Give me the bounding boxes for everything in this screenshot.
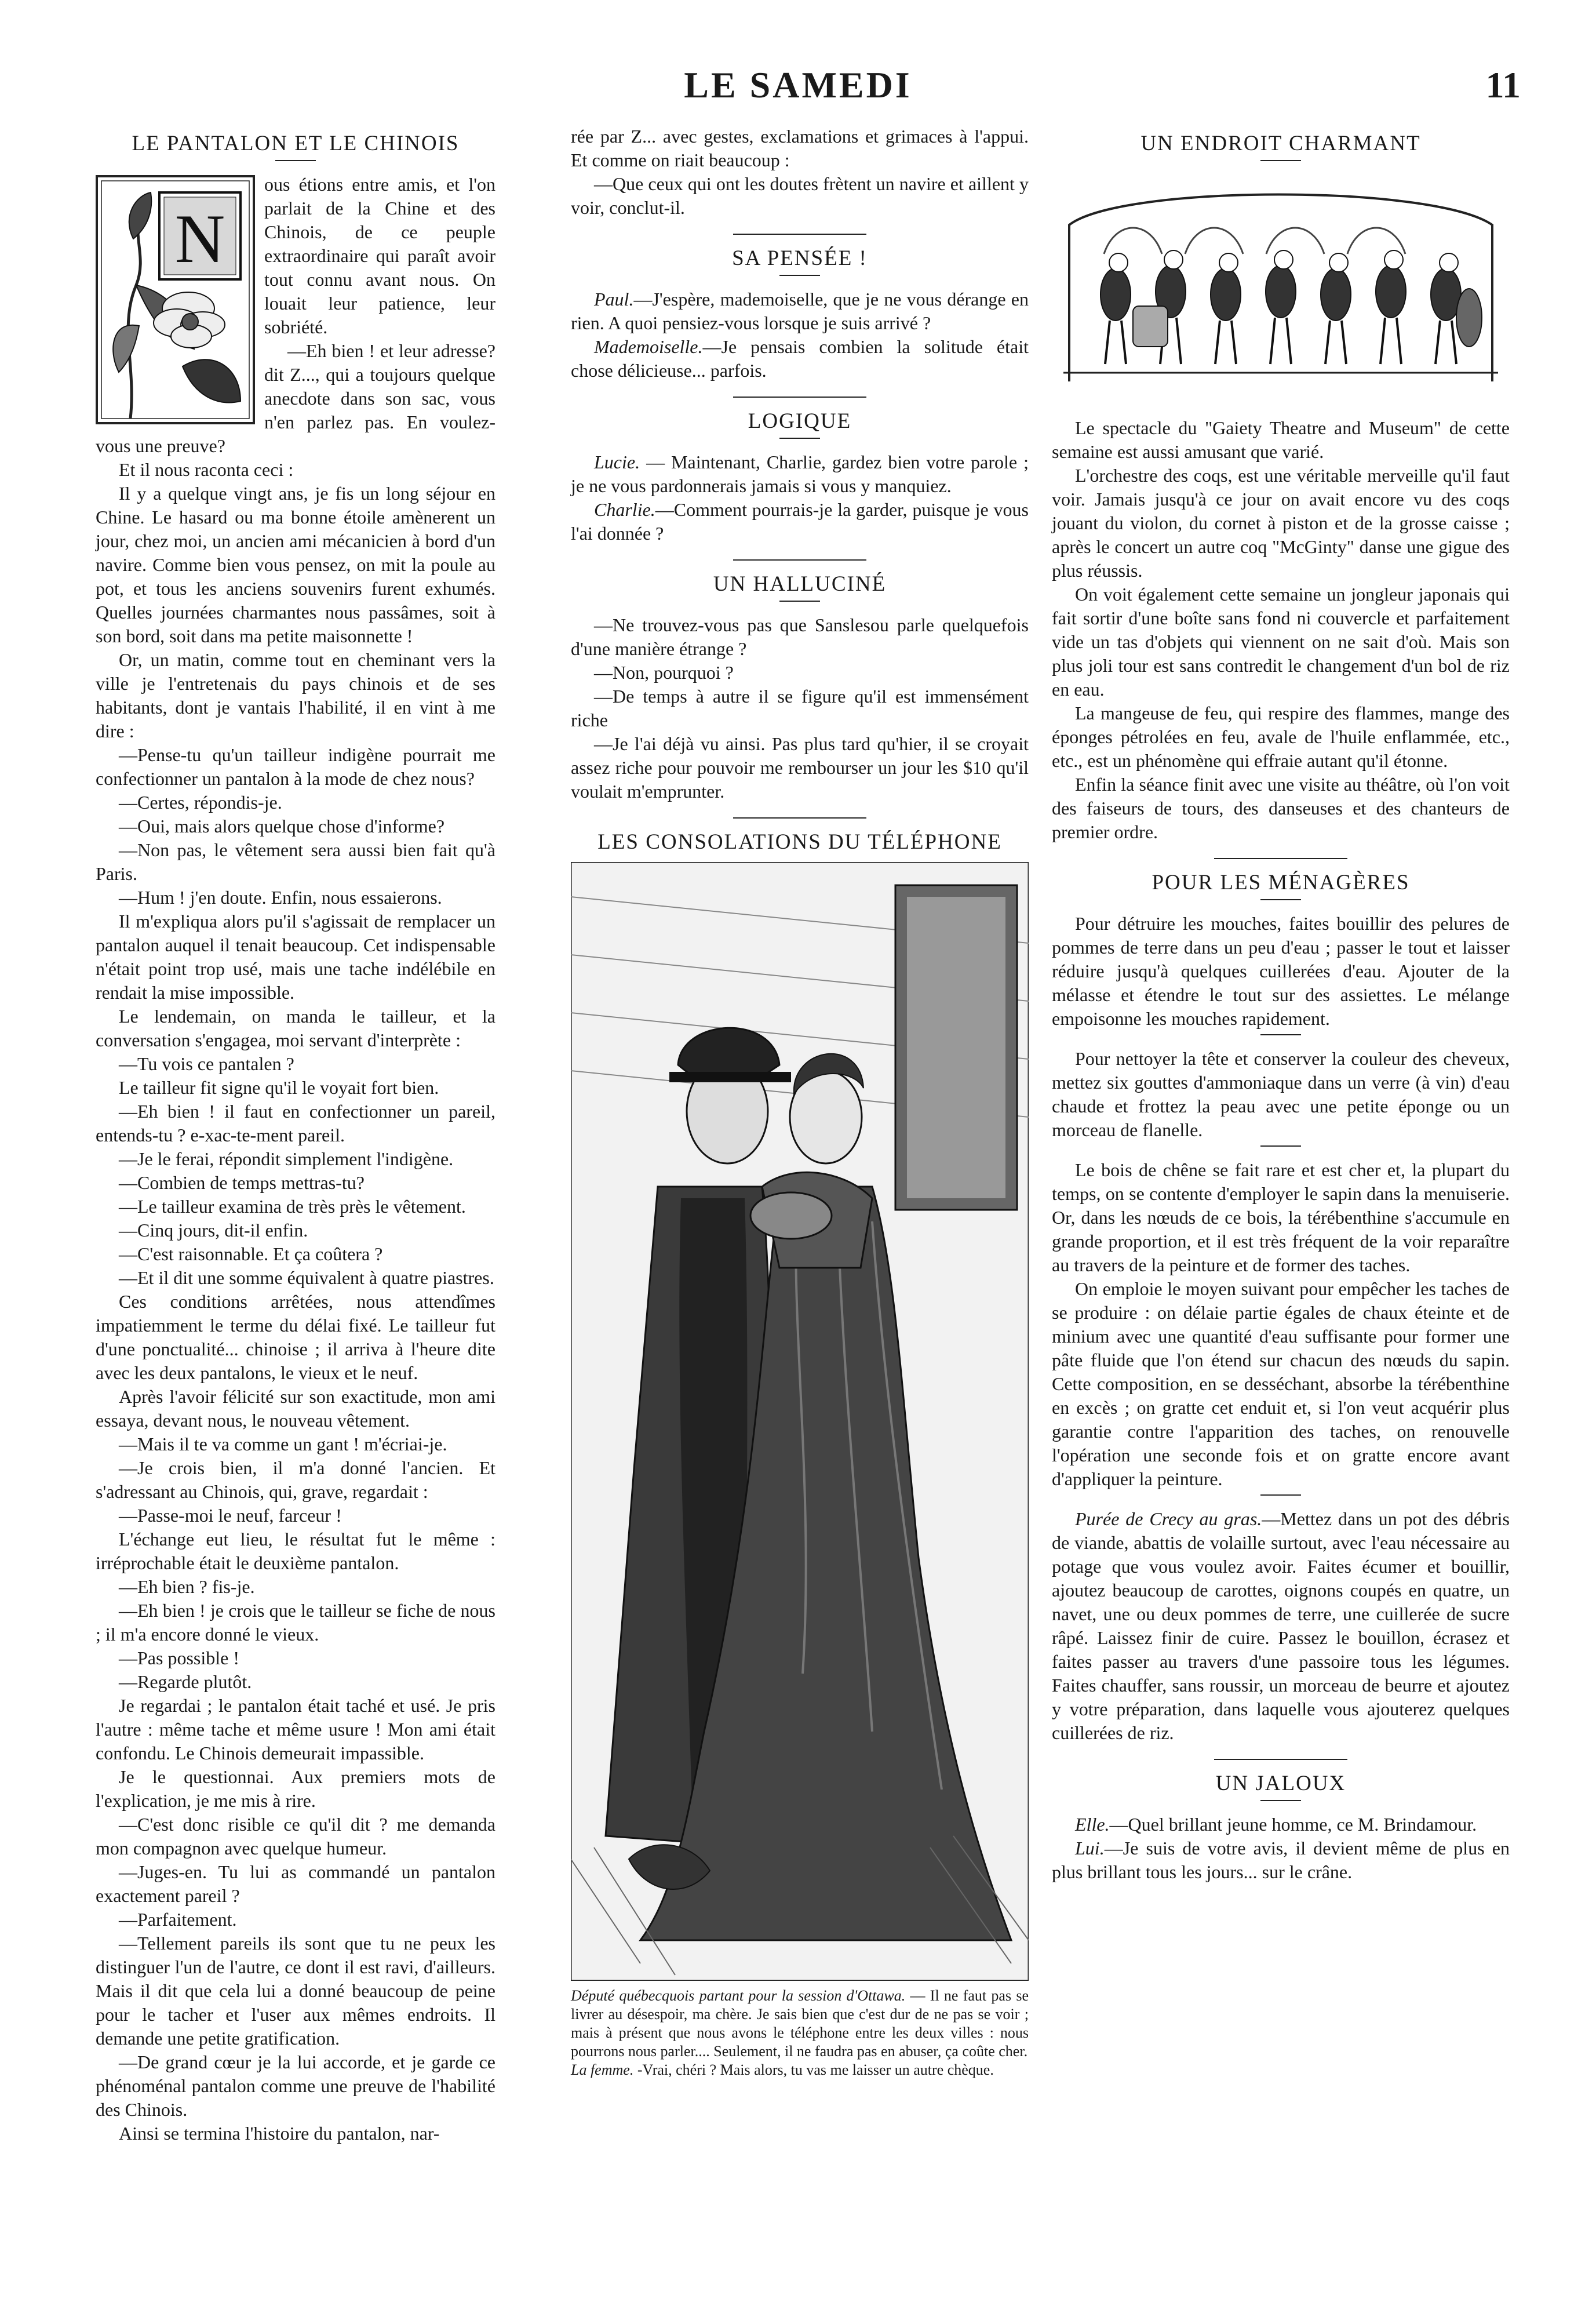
dialogue-text: —J'espère, mademoiselle, que je ne vous dérange en rien. A quoi pensiez-vous lorsque je suis arrivé ?	[571, 289, 1029, 333]
caption-paragraph	[571, 2061, 1029, 2079]
caption-text: -Vrai, chéri ? Mais alors, tu vas me laisser un autre chèque.	[633, 2061, 994, 2078]
paragraph: —Combien de temps mettras-tu?	[119, 1172, 365, 1193]
paragraph: Je le questionnai. Aux premiers mots de l'explication, je me mis à rire.	[96, 1766, 495, 1811]
dialogue-text: —Je suis de votre avis, il devient même de plus en plus brillant tous les jours... sur le crâne.	[1052, 1838, 1510, 1882]
heading-rule	[1260, 1800, 1301, 1801]
section-heading: UN HALLUCINÉ	[713, 572, 887, 596]
section-separator	[733, 397, 866, 398]
dialogue-line	[1052, 1836, 1510, 1884]
paragraph: —Eh bien ! je crois que le tailleur se fiche de nous ; il m'a encore donné le vieux.	[96, 1600, 495, 1645]
paragraph: —Non pas, le vêtement sera aussi bien fait qu'à Paris.	[96, 839, 495, 884]
paragraph: Le lendemain, on manda le tailleur, et la conversation s'engagea, moi servant d'interprète :	[96, 1006, 495, 1050]
couple-engraving-image	[571, 862, 1029, 1981]
paragraph: —C'est raisonnable. Et ça coûtera ?	[119, 1243, 383, 1264]
paragraph: —Et il dit une somme équivalent à quatre piastres.	[119, 1267, 494, 1288]
telephone-illustration	[571, 862, 1029, 1981]
paragraph: —Regarde plutôt.	[119, 1671, 252, 1692]
recipe-text: —Mettez dans un pot des débris de viande, abattis de volaille surtout, avec l'eau nécessaire au potage que vous voulez avoir. Faites écumer et bouillir, ajoutez beaucoup de carottes, oignons coupés en quatre, un navet, une ou deux pommes de terre, une cuillerée de sucre râpé. Laissez finir de cuire. Passez le bouillon, écrasez et faites passer au travers d'une passoire tous les légumes. Faites chauffer, sans roussir, un morceau de beurre et ajoutez y votre préparation, dans laquelle vous ajouterez quelques cuillerées de riz.	[1052, 1508, 1510, 1743]
caption-paragraph	[571, 1987, 1029, 2061]
paragraph: —Hum ! j'en doute. Enfin, nous essaierons.	[119, 887, 442, 908]
caption-text: — Il ne faut pas se livrer au désespoir, ma chère. Je sais bien que c'est dur de ne pas se voir ; mais à présent que nous avons le téléphone entre les deux villes : nous pourrons nous parler.... Seulement, il ne faudra pas en abuser, ça coûte cher.	[571, 1987, 1029, 2060]
paragraph: —Certes, répondis-je.	[119, 792, 282, 813]
paragraph: L'orchestre des coqs, est une véritable merveille qu'il faut voir. Jamais jusqu'à ce jour on avait encore vu des coqs jouant du violon, du cornet à piston et de la grosse caisse ; après le concert un autre coq "McGinty" danse une gigue des plus réussis.	[1052, 465, 1510, 581]
recipe-title: Purée de Crecy au gras.	[1075, 1508, 1262, 1529]
dialogue-text: —Je pensais combien la solitude était chose délicieuse... parfois.	[571, 336, 1029, 381]
speaker: Elle.	[1075, 1814, 1110, 1835]
page-number: 11	[1485, 64, 1521, 106]
dropcap-illustration	[96, 175, 255, 424]
paragraph: Après l'avoir félicité sur son exactitude, mon ami essaya, devant nous, le nouveau vêtement.	[96, 1386, 495, 1431]
paragraph: Le bois de chêne se fait rare et est cher et, la plupart du temps, on se contente d'employer le sapin dans la menuiserie. Or, dans les nœuds de ce bois, la térébenthine s'accumule en grande proportion, et il est très fréquent de la voir reparaître au travers de la peinture et de former des taches.	[1052, 1159, 1510, 1275]
paragraph: Il m'expliqua alors pu'il s'agissait de remplacer un pantalon auquel il tenait beaucoup. Cet indispensable n'était point trop usé, mais une tache indélébile en rendait la mise impossible.	[96, 911, 495, 1003]
paragraph: —Pas possible !	[119, 1647, 239, 1668]
paragraph: La mangeuse de feu, qui respire des flammes, mange des éponges pétrolées en feu, avale de l'huile enflammée, etc., etc., est un phénomène qui effraie autant qu'il étonne.	[1052, 703, 1510, 771]
article-heading: LE PANTALON ET LE CHINOIS	[132, 132, 460, 155]
paragraph: —Que ceux qui ont les doutes frètent un navire et aillent y voir, conclut-il.	[571, 173, 1029, 218]
section-heading: UN ENDROIT CHARMANT	[1140, 132, 1421, 155]
paragraph: ous étions entre amis, et l'on parlait de la Chine et des Chinois, de ce peuple extraordinaire qui paraît avoir tout connu avant nous. On louait leur patience, leur sobriété.	[264, 174, 495, 337]
paragraph: Il y a quelque vingt ans, je fis un long séjour en Chine. Le hasard ou ma bonne étoile amènerent un jour, chez moi, un ancien ami mécanicien à bord d'un navire. Comme bien vous pensez, on mit la poule au pot, et tous les anciens souvenirs furent exhumés. Quelles journées charmantes nous passâmes, soit à son bord, soit dans ma petite maisonnette !	[96, 483, 495, 646]
section-separator	[733, 234, 866, 235]
paragraph: Le tailleur fit signe qu'il le voyait fort bien.	[119, 1077, 439, 1098]
tip-rule	[1260, 1034, 1301, 1035]
paragraph: —Eh bien ! il faut en confectionner un pareil, entends-tu ? e-xac-te-ment pareil.	[96, 1101, 495, 1145]
heading-rule	[1260, 160, 1301, 161]
paragraph: —Pense-tu qu'un tailleur indigène pourrait me confectionner un pantalon à la mode de chez nous?	[96, 744, 495, 789]
heading-rule	[275, 160, 316, 161]
section-heading: POUR LES MÉNAGÈRES	[1152, 871, 1410, 894]
paragraph: —De temps à autre il se figure qu'il est immensément riche	[571, 686, 1029, 730]
journal-title: LE SAMEDI	[684, 64, 912, 106]
speaker: Charlie.	[594, 499, 655, 520]
paragraph: —Juges-en. Tu lui as commandé un pantalon exactement pareil ?	[96, 1861, 495, 1906]
column-3	[1052, 125, 1510, 1884]
section-separator	[733, 817, 866, 819]
paragraph: Et il nous raconta ceci :	[119, 459, 294, 480]
dropcap-letter: N	[174, 200, 225, 277]
paragraph: Or, un matin, comme tout en cheminant vers la ville je l'entretenais du pays chinois et de ses habitants, dont je vantais l'habilité, il en vint à me dire :	[96, 649, 495, 741]
section-heading: SA PENSÉE !	[732, 246, 868, 270]
paragraph: —Mais il te va comme un gant ! m'écriai-je.	[119, 1434, 447, 1454]
page-header	[0, 64, 1596, 122]
caption-title: Député québecquois partant pour la session d'Ottawa.	[571, 1987, 906, 2004]
dialogue-line	[571, 450, 1029, 498]
paragraph: —Oui, mais alors quelque chose d'informe?	[119, 816, 445, 837]
recipe-paragraph	[1052, 1507, 1510, 1745]
paragraph: Ces conditions arrêtées, nous attendîmes impatiemment le terme du délai fixé. Le tailleur fut d'une ponctualité... chinoise ; il arriva à l'heure dite avec les deux pantalons, le vieux et le neuf.	[96, 1291, 495, 1383]
paragraph: —Cinq jours, dit-il enfin.	[119, 1220, 308, 1241]
paragraph: —Non, pourquoi ?	[594, 662, 734, 683]
paragraph: On emploie le moyen suivant pour empêcher les taches de se produire : on délaie partie égales de chaux éteinte et de minium avec une quantité d'eau suffisante pour former une pâte fluide que l'on étend sur chacun des nœuds du sapin. Cette composition, en se desséchant, absorbe la térébenthine en excès ; on gratte cet enduit et, si l'on veut acquérir plus garantie contre l'apparition des taches, on renouvelle l'opération une seconde fois et on gratte encore avant d'appliquer la peinture.	[1052, 1278, 1510, 1489]
dialogue-line	[571, 288, 1029, 335]
paragraph: Le spectacle du "Gaiety Theatre and Museum" de cette semaine est aussi amusant que varié.	[1052, 417, 1510, 462]
speaker: Lui.	[1075, 1838, 1105, 1859]
tip-rule	[1260, 1494, 1301, 1496]
section-separator	[733, 559, 866, 561]
speaker: Lucie.	[594, 452, 640, 472]
dialogue-text: — Maintenant, Charlie, gardez bien votre parole ; je ne vous pardonnerais jamais si vous y manquiez.	[571, 452, 1029, 496]
paragraph: On voit également cette semaine un jongleur japonais qui fait sortir d'une boîte sans fond ni couvercle et parfaitement vide un tas d'objets qui viennent on ne sait d'où. Mais son plus joli tour est sans contredit le changement d'un bol de riz en eau.	[1052, 584, 1510, 700]
rooster-orchestra-image	[1052, 173, 1510, 405]
paragraph: L'échange eut lieu, le résultat fut le même : irréprochable était le deuxième pantalon.	[96, 1529, 495, 1573]
section-heading: LES CONSOLATIONS DU TÉLÉPHONE	[597, 830, 1002, 854]
section-separator	[1214, 1759, 1347, 1760]
paragraph: —Eh bien ! et leur adresse? dit Z..., qui a toujours quelque anecdote dans son sac, vous n'en parlez pas. En voulez-vous une preuve?	[96, 340, 495, 456]
dialogue-text: —Comment pourrais-je la garder, puisque je vous l'ai donnée ?	[571, 499, 1029, 544]
speaker: Paul.	[594, 289, 634, 310]
paragraph: —Je l'ai déjà vu ainsi. Pas plus tard qu'hier, il se croyait assez riche pour pouvoir me rembourser un jour les $10 qu'il voulait m'emprunter.	[571, 733, 1029, 802]
heading-rule	[779, 275, 820, 276]
paragraph: —Tu vois ce pantalen ?	[119, 1053, 294, 1074]
paragraph: —C'est donc risible ce qu'il dit ? me demanda mon compagnon avec quelque humeur.	[96, 1814, 495, 1859]
illustration-caption	[571, 1987, 1029, 2079]
paragraph: Enfin la séance finit avec une visite au théâtre, où l'on voit des faiseurs de tours, des danseuses et des chanteurs de premier ordre.	[1052, 774, 1510, 842]
paragraph: Ainsi se termina l'histoire du pantalon, nar-	[119, 2123, 440, 2144]
dialogue-line	[571, 335, 1029, 383]
dialogue-text: —Quel brillant jeune homme, ce M. Brindamour.	[1109, 1814, 1477, 1835]
paragraph: —Tellement pareils ils sont que tu ne peux les distinguer l'un de l'autre, ce dont il est ravi, d'ailleurs. Mais il dit que cela lui a donné beaucoup de peine pour le tacher et l'user aux mêmes endroits. Il demande une petite gratification.	[96, 1933, 495, 2049]
paragraph: —De grand cœur je la lui accorde, et je garde ce phénoménal pantalon comme une preuve de l'habilité des Chinois.	[96, 2052, 495, 2120]
paragraph: rée par Z... avec gestes, exclamations et grimaces à l'appui. Et comme on riait beaucoup :	[571, 126, 1029, 170]
paragraph: Je regardai ; le pantalon était taché et usé. Je pris l'autre : même tache et même usure ! Mon ami était confondu. Le Chinois demeurait impassible.	[96, 1695, 495, 1763]
heading-rule	[1260, 899, 1301, 900]
section-heading: LOGIQUE	[748, 409, 852, 433]
paragraph: —Je le ferai, répondit simplement l'indigène.	[119, 1148, 454, 1169]
speaker: Mademoiselle.	[594, 336, 703, 357]
column-2	[571, 125, 1029, 2079]
paragraph: —Ne trouvez-vous pas que Sanslesou parle quelquefois d'une manière étrange ?	[571, 614, 1029, 659]
dialogue-line	[571, 498, 1029, 545]
paragraph: —Parfaitement.	[119, 1909, 237, 1930]
heading-rule	[779, 601, 820, 602]
paragraph: —Je crois bien, il m'a donné l'ancien. Et s'adressant au Chinois, qui, grave, regardait :	[96, 1457, 495, 1502]
rooster-orchestra-illustration	[1052, 173, 1510, 405]
heading-rule	[779, 438, 820, 439]
speaker: La femme.	[571, 2061, 634, 2078]
paragraph: —Passe-moi le neuf, farceur !	[119, 1505, 342, 1526]
paragraph: Pour nettoyer la tête et conserver la couleur des cheveux, mettez six gouttes d'ammoniaque dans un verre (à vin) d'eau chaude et frottez la peau avec une petite éponge ou un morceau de flanelle.	[1052, 1048, 1510, 1140]
tip-rule	[1260, 1145, 1301, 1147]
dialogue-line	[1052, 1813, 1510, 1836]
paragraph: —Eh bien ? fis-je.	[119, 1576, 255, 1597]
paragraph: —Le tailleur examina de très près le vêtement.	[119, 1196, 466, 1217]
paragraph: Pour détruire les mouches, faites bouillir des pelures de pommes de terre dans un peu d'eau ; passer le tout et laisser réduire jusqu'à quelques cuillerées d'eau. Ajouter de la mélasse et étendre le tout sur des assiettes. Le mélange empoisonne les mouches rapidement.	[1052, 913, 1510, 1029]
section-heading: UN JALOUX	[1215, 1772, 1346, 1795]
flower-dropcap-image	[96, 175, 255, 424]
column-1	[96, 125, 495, 2145]
section-separator	[1214, 858, 1347, 859]
